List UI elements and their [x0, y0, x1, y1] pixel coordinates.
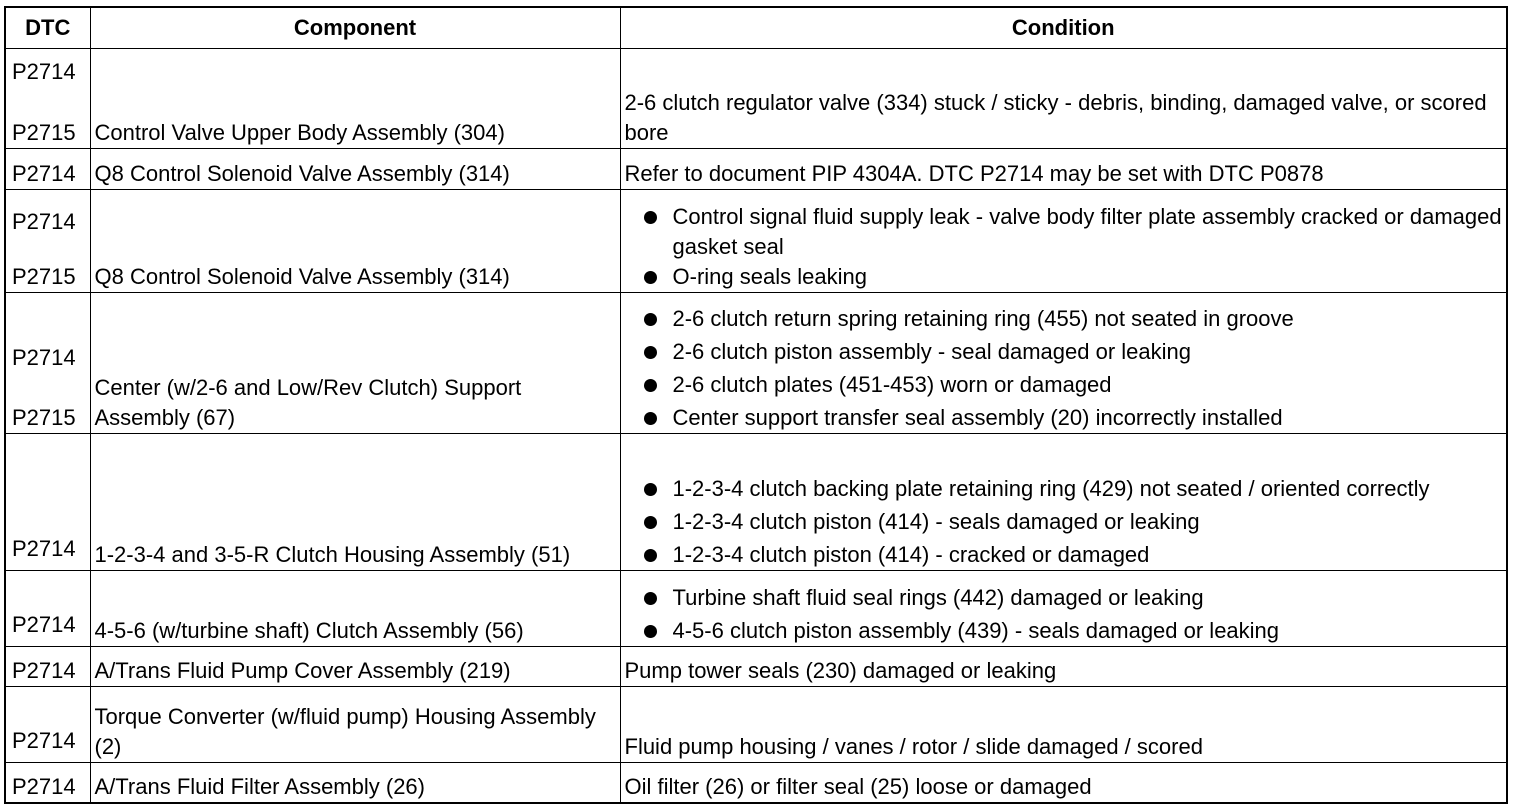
table-row — [5, 149, 1507, 189]
dtc-code: P2714 — [12, 657, 76, 683]
condition-bullet: 4-5-6 clutch piston assembly (439) - seals damaged or leaking — [673, 616, 1503, 646]
dtc-code: P2714 — [12, 774, 76, 799]
table-row — [5, 433, 1507, 571]
condition-cell: Oil filter (26) or filter seal (25) loose or damaged — [620, 763, 1507, 803]
dtc-code: P2714 — [12, 611, 76, 637]
component-cell: A/Trans Fluid Pump Cover Assembly (219) — [90, 646, 620, 686]
dtc-code: P2714 — [12, 209, 76, 235]
dtc-cell — [5, 293, 90, 434]
condition-bullet: Turbine shaft fluid seal rings (442) damaged or leaking — [673, 583, 1503, 613]
dtc-code: P2714 — [12, 59, 76, 85]
component-cell: Torque Converter (w/fluid pump) Housing Assembly (2) — [90, 686, 620, 762]
condition-list — [625, 474, 1503, 570]
header-condition: Condition — [620, 7, 1507, 49]
table-row — [5, 189, 1507, 292]
component-cell: 4-5-6 (w/turbine shaft) Clutch Assembly (56) — [90, 571, 620, 646]
condition-cell: 2-6 clutch regulator valve (334) stuck / sticky - debris, binding, damaged valve, or scored bore — [620, 49, 1507, 149]
header-dtc: DTC — [5, 7, 90, 49]
component-cell: Control Valve Upper Body Assembly (304) — [90, 49, 620, 149]
table-row — [5, 646, 1507, 686]
dtc-condition-table — [4, 6, 1508, 804]
condition-list — [625, 202, 1503, 292]
table-row — [5, 686, 1507, 762]
condition-list — [625, 304, 1503, 433]
component-cell: 1-2-3-4 and 3-5-R Clutch Housing Assembly (51) — [90, 433, 620, 571]
dtc-cell — [5, 49, 90, 149]
dtc-cell — [5, 763, 90, 803]
condition-bullet: O-ring seals leaking — [673, 262, 1503, 292]
condition-bullet: 2-6 clutch plates (451-453) worn or damaged — [673, 370, 1503, 400]
dtc-cell — [5, 571, 90, 646]
condition-cell — [620, 189, 1507, 292]
dtc-cell — [5, 433, 90, 571]
dtc-code: P2714 — [12, 344, 76, 370]
condition-cell: Pump tower seals (230) damaged or leaking — [620, 646, 1507, 686]
condition-bullet: 1-2-3-4 clutch piston (414) - seals damaged or leaking — [673, 507, 1503, 537]
component-cell: A/Trans Fluid Filter Assembly (26) — [90, 763, 620, 803]
condition-cell — [620, 571, 1507, 646]
header-component: Component — [90, 7, 620, 49]
dtc-code: P2714 — [12, 536, 76, 562]
component-cell: Center (w/2-6 and Low/Rev Clutch) Support Assembly (67) — [90, 293, 620, 434]
condition-cell — [620, 293, 1507, 434]
component-cell: Q8 Control Solenoid Valve Assembly (314) — [90, 189, 620, 292]
header-row — [5, 7, 1507, 49]
condition-bullet: Center support transfer seal assembly (20) incorrectly installed — [673, 403, 1503, 433]
dtc-cell — [5, 149, 90, 189]
dtc-cell — [5, 189, 90, 292]
dtc-code: P2714 — [12, 728, 76, 754]
dtc-code: P2715 — [12, 120, 76, 146]
condition-bullet: 2-6 clutch piston assembly - seal damaged or leaking — [673, 337, 1503, 367]
condition-bullet: 2-6 clutch return spring retaining ring (455) not seated in groove — [673, 304, 1503, 334]
dtc-code: P2715 — [12, 264, 76, 290]
dtc-code: P2714 — [12, 160, 76, 186]
dtc-cell — [5, 686, 90, 762]
condition-cell: Fluid pump housing / vanes / rotor / slide damaged / scored — [620, 686, 1507, 762]
condition-bullet: 1-2-3-4 clutch piston (414) - cracked or damaged — [673, 540, 1503, 570]
condition-cell — [620, 433, 1507, 571]
table-row — [5, 571, 1507, 646]
table-row — [5, 49, 1507, 149]
dtc-cell — [5, 646, 90, 686]
dtc-code: P2715 — [12, 404, 76, 430]
component-cell: Q8 Control Solenoid Valve Assembly (314) — [90, 149, 620, 189]
table-row — [5, 293, 1507, 434]
condition-cell: Refer to document PIP 4304A. DTC P2714 may be set with DTC P0878 — [620, 149, 1507, 189]
condition-list — [625, 583, 1503, 646]
condition-bullet: 1-2-3-4 clutch backing plate retaining ring (429) not seated / oriented correctly — [673, 474, 1503, 504]
table-row — [5, 763, 1507, 803]
condition-bullet: Control signal fluid supply leak - valve body filter plate assembly cracked or damaged gasket seal — [673, 202, 1503, 262]
